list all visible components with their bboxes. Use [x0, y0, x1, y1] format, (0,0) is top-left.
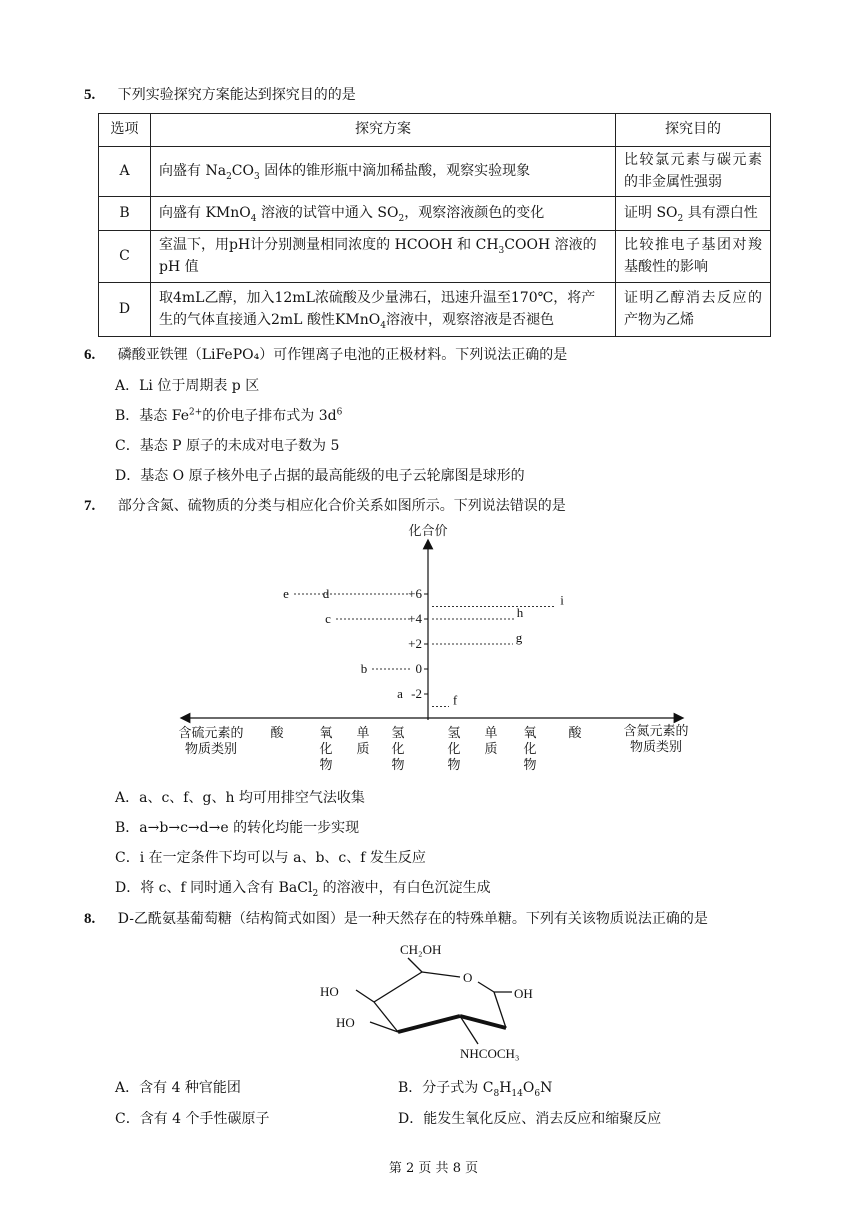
option-a[interactable]: A．a、c、f、g、h 均可用排空气法收集 [115, 790, 365, 806]
table-row [99, 231, 771, 283]
point-label-f: f [452, 692, 458, 708]
question-number: 5. [84, 87, 96, 103]
x-category-label: 氢 [447, 726, 461, 741]
table-header: 探究方案 [151, 114, 616, 147]
point-label-d: d [322, 586, 330, 601]
x-categories [270, 726, 582, 773]
point-label-e: e [283, 586, 289, 601]
x-category-label: 氢 [391, 726, 405, 741]
table-cell-goal: 比较推电子基团对羧基酸性的影响 [616, 231, 771, 283]
page-footer: 第 2 页 共 8 页 [388, 1161, 479, 1176]
x-category-label: 单 [484, 726, 498, 741]
oh-label: OH [514, 986, 533, 1001]
x-category-label: 化 [319, 742, 333, 757]
option-d[interactable]: D．将 c、f 同时通入含有 BaCl$_2$ 的溶液中，有白色沉淀生成 [115, 880, 491, 899]
table-cell-plan: 向盛有 $Na_2CO_3$ 固体的锥形瓶中滴加稀盐酸，观察实验现象 [151, 147, 616, 197]
experiment-table [98, 113, 771, 337]
x-category-label: 氧 [523, 726, 537, 741]
table-header: 探究目的 [616, 114, 771, 147]
x-category-label: 化 [523, 742, 537, 757]
option-b[interactable]: B．a→b→c→d→e 的转化均能一步实现 [115, 820, 360, 836]
table-cell-goal: 证明乙醇消去反应的产物为乙烯 [616, 283, 771, 337]
option-d[interactable]: D．基态 O 原子核外电子占据的最高能级的电子云轮廓图是球形的 [115, 468, 525, 484]
table-cell-option: B [99, 197, 151, 231]
ring-oxygen-label: O [463, 970, 473, 985]
point-label-i: i [560, 592, 564, 608]
x-category-label: 化 [447, 742, 461, 757]
question-5-stem [84, 84, 356, 104]
table-row [99, 283, 771, 337]
ho-label-1: HO [320, 984, 339, 999]
structure-diagram [300, 932, 580, 1067]
table-row [99, 147, 771, 197]
table-cell-plan: 室温下，用pH计分别测量相同浓度的 HCOOH 和 $CH_3COOH$ 溶液的pH 值 [151, 231, 616, 283]
table-cell-plan: 向盛有 KMnO$_4$ 溶液的试管中通入 $SO_2$，观察溶液颜色的变化 [151, 197, 616, 231]
point-label-h: h [516, 605, 524, 620]
y-ticks [408, 586, 428, 701]
x-category-label: 氧 [319, 726, 333, 741]
x-category-label: 质 [484, 742, 498, 757]
question-text: 下列实验探究方案能达到探究目的的是 [117, 87, 356, 103]
table-cell-option: C [99, 231, 151, 283]
y-axis-label: 化合价 [408, 524, 448, 539]
question-number: 8. [84, 911, 96, 927]
question-7-stem [84, 495, 566, 515]
question-text: 部分含氮、硫物质的分类与相应化合价关系如图所示。下列说法错误的是 [117, 498, 566, 514]
option-c[interactable]: C．i 在一定条件下均可以与 a、b、c、f 发生反应 [115, 850, 426, 866]
y-tick-label: +6 [408, 586, 422, 601]
point-label-a: a [397, 686, 403, 701]
point-label-g: g [515, 630, 523, 645]
option-b[interactable]: B．基态 $Fe^{2+}$的价电子排布式为 $3d^6$ [115, 407, 343, 424]
point-label-b: b [360, 661, 368, 676]
y-tick-label: +2 [408, 636, 422, 651]
x-category-label: 物 [447, 758, 461, 773]
table-header: 选项 [99, 114, 151, 147]
left-axis-label-line2: 物质类别 [184, 742, 238, 757]
point-label-c: c [325, 611, 331, 626]
y-tick-label: 0 [415, 661, 422, 676]
ring-bonds [356, 958, 512, 1044]
x-category-label: 化 [391, 742, 405, 757]
table-cell-goal: 证明 $SO_2$ 具有漂白性 [616, 197, 771, 231]
x-category-label: 物 [523, 758, 537, 773]
data-points [283, 586, 564, 708]
y-tick-label: -2 [411, 686, 422, 701]
y-tick-label: +4 [408, 611, 422, 626]
valence-category-chart [0, 515, 867, 785]
x-category-label: 酸 [270, 726, 284, 741]
option-a[interactable]: A．Li 位于周期表 p 区 [115, 378, 260, 394]
question-number: 7. [84, 498, 96, 514]
option-a[interactable]: A．含有 4 种官能团 [115, 1080, 241, 1096]
ring-bold-edge [398, 1016, 506, 1032]
table-cell-option: A [99, 147, 151, 197]
x-category-label: 单 [356, 726, 370, 741]
x-category-label: 酸 [568, 726, 582, 741]
question-text: D-乙酰氨基葡萄糖（结构简式如图）是一种天然存在的特殊单糖。下列有关该物质说法正确的是 [117, 911, 708, 927]
question-number: 6. [84, 347, 96, 363]
option-d[interactable]: D．能发生氧化反应、消去反应和缩聚反应 [398, 1111, 662, 1127]
question-8-stem [84, 908, 708, 928]
x-category-label: 物 [391, 758, 405, 773]
table-row [99, 197, 771, 231]
nhcoch3-label: NHCOCH₃ [460, 1046, 520, 1061]
table-cell-goal: 比较氯元素与碳元素的非金属性强弱 [616, 147, 771, 197]
left-axis-label-line1: 含硫元素的 [178, 726, 244, 741]
x-category-label: 质 [356, 742, 370, 757]
option-b[interactable]: B．分子式为 $C_8H_{14}O_6N$ [398, 1080, 553, 1099]
ho-label-2: HO [336, 1015, 355, 1030]
table-header-row [99, 114, 771, 147]
table-cell-plan: 取4mL乙醇，加入12mL浓硫酸及少量沸石，迅速升温至170℃，将产生的气体直接通入2mL 酸性KMnO$_4$溶液中，观察溶液是否褪色 [151, 283, 616, 337]
table-cell-option: D [99, 283, 151, 337]
option-c[interactable]: C．基态 P 原子的未成对电子数为 5 [115, 438, 340, 454]
question-text: 磷酸亚铁锂（LiFePO₄）可作锂离子电池的正极材料。下列说法正确的是 [117, 347, 568, 363]
ch2oh-label: CH₂OH [400, 942, 442, 957]
right-axis-label-line1: 含氮元素的 [623, 724, 689, 739]
right-axis-label-line2: 物质类别 [629, 740, 683, 755]
question-6-stem [84, 344, 567, 364]
x-category-label: 物 [319, 758, 333, 773]
option-c[interactable]: C．含有 4 个手性碳原子 [115, 1111, 270, 1127]
